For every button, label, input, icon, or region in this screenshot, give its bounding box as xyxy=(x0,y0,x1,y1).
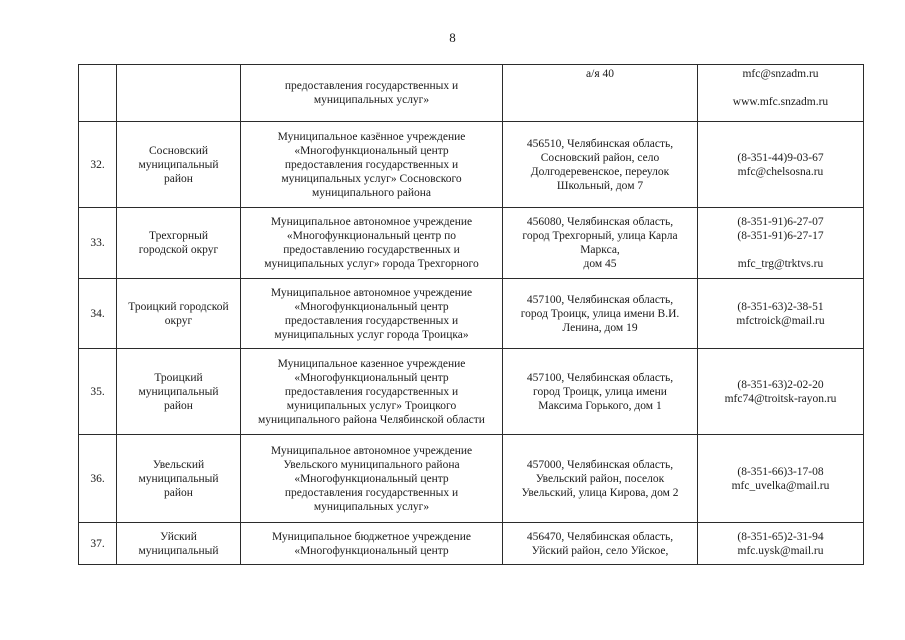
mfc-table xyxy=(78,64,864,565)
institution-line: предоставления государственных и xyxy=(284,80,459,92)
cell-num xyxy=(79,122,117,208)
area-line: Уйский xyxy=(160,530,197,543)
cell-contacts xyxy=(698,523,864,565)
institution-text xyxy=(245,130,498,200)
cell-institution xyxy=(241,279,503,349)
cell-contacts xyxy=(698,122,864,208)
contacts-text xyxy=(702,378,859,406)
area-text xyxy=(121,229,236,257)
institution-line: муниципального района Челябинской области xyxy=(258,413,485,426)
table-row xyxy=(79,208,864,279)
cell-address xyxy=(503,65,698,122)
cell-num xyxy=(79,65,117,122)
institution-line: муниципальных услуг» города Трехгорного xyxy=(264,258,479,270)
institution-line: предоставления государственных и xyxy=(284,486,459,499)
cell-contacts xyxy=(698,349,864,435)
area-text xyxy=(121,300,236,328)
contacts-text xyxy=(702,67,859,109)
row-number: 37. xyxy=(90,537,105,550)
contacts-line: (8-351-65)2-31-94 xyxy=(737,530,824,543)
area-line: муниципальный xyxy=(138,385,219,398)
contacts-text xyxy=(702,151,859,179)
cell-institution xyxy=(241,208,503,279)
address-line: 457100, Челябинская область, xyxy=(526,293,674,306)
cell-address xyxy=(503,208,698,279)
cell-area xyxy=(117,435,241,523)
cell-area xyxy=(117,208,241,279)
address-line: город Троицк, улица имени В.И. xyxy=(520,307,680,320)
row-number: 35. xyxy=(90,385,105,398)
institution-line: Муниципальное казённое учреждение xyxy=(277,130,466,143)
cell-address xyxy=(503,349,698,435)
address-text xyxy=(507,371,693,413)
table-row xyxy=(79,122,864,208)
contacts-line: mfc_trg@trktvs.ru xyxy=(737,258,824,270)
address-text xyxy=(507,530,693,558)
address-line: город Трехгорный, улица Карла xyxy=(522,230,678,242)
cell-area xyxy=(117,65,241,122)
institution-text xyxy=(245,79,498,107)
row-number: 36. xyxy=(90,472,105,485)
area-line: район xyxy=(164,399,193,412)
institution-line: «Многофункциональный центр xyxy=(294,144,449,157)
institution-line: Увельского муниципального района xyxy=(283,458,460,471)
institution-text xyxy=(245,530,498,558)
institution-line: «Многофункциональный центр xyxy=(294,371,449,384)
address-line: 456510, Челябинская область, xyxy=(526,137,674,150)
row-number: 34. xyxy=(90,307,105,320)
contacts-line: mfc.uysk@mail.ru xyxy=(737,544,824,557)
area-line: муниципальный xyxy=(138,472,219,485)
cell-area xyxy=(117,122,241,208)
institution-line: предоставления государственных и xyxy=(284,314,459,327)
institution-line: Муниципальное автономное учреждение xyxy=(270,286,473,299)
contacts-text xyxy=(702,465,859,493)
cell-num xyxy=(79,279,117,349)
institution-text xyxy=(245,215,498,271)
cell-institution xyxy=(241,523,503,565)
institution-line: «Многофункциональный центр по xyxy=(286,230,457,242)
contacts-line: mfc74@troitsk-rayon.ru xyxy=(724,392,837,405)
cell-contacts xyxy=(698,65,864,122)
address-line: 456470, Челябинская область, xyxy=(526,530,674,543)
area-line: городской округ xyxy=(138,244,219,256)
cell-institution xyxy=(241,435,503,523)
area-line: Троицкий xyxy=(154,371,203,384)
table-row xyxy=(79,279,864,349)
contacts-text xyxy=(702,530,859,558)
cell-num xyxy=(79,435,117,523)
area-line: район xyxy=(164,172,193,185)
institution-text xyxy=(245,357,498,427)
page-number: 8 xyxy=(449,30,456,45)
cell-area xyxy=(117,523,241,565)
cell-contacts xyxy=(698,435,864,523)
address-line: Маркса, xyxy=(580,244,620,256)
contacts-line: (8-351-44)9-03-67 xyxy=(737,151,824,164)
cell-address xyxy=(503,435,698,523)
address-line: 456080, Челябинская область, xyxy=(526,216,674,228)
address-line: Максима Горького, дом 1 xyxy=(538,399,662,412)
address-line: Школьный, дом 7 xyxy=(556,179,644,192)
cell-address xyxy=(503,523,698,565)
address-text xyxy=(507,137,693,193)
address-line: Увельский район, поселок xyxy=(535,472,665,485)
contacts-line: (8-351-63)2-02-20 xyxy=(737,378,824,391)
area-line: Троицкий городской xyxy=(128,300,229,313)
address-line: Сосновский район, село xyxy=(540,151,660,164)
institution-line: Муниципальное казенное учреждение xyxy=(277,357,466,370)
cell-contacts xyxy=(698,208,864,279)
area-text xyxy=(121,458,236,500)
address-line: Увельский, улица Кирова, дом 2 xyxy=(521,486,679,499)
cell-area xyxy=(117,349,241,435)
institution-line: предоставления государственных и xyxy=(284,158,459,171)
institution-line: Муниципальное автономное учреждение xyxy=(270,444,473,457)
contacts-line: mfc@snzadm.ru xyxy=(742,68,819,80)
address-line: город Троицк, улица имени xyxy=(533,385,667,398)
table-row xyxy=(79,435,864,523)
cell-num xyxy=(79,208,117,279)
cell-address xyxy=(503,279,698,349)
institution-line: Муниципальное бюджетное учреждение xyxy=(271,530,472,543)
area-text xyxy=(121,371,236,413)
institution-line: «Многофункциональный центр xyxy=(294,300,449,313)
address-line: Уйский район, село Уйское, xyxy=(531,544,669,557)
cell-institution xyxy=(241,122,503,208)
institution-line: муниципального района xyxy=(312,186,431,199)
address-line: 457000, Челябинская область, xyxy=(526,458,674,471)
contacts-line: www.mfc.snzadm.ru xyxy=(732,96,829,108)
institution-line: муниципальных услуг города Троицка» xyxy=(274,328,469,341)
table-row xyxy=(79,65,864,122)
row-number: 33. xyxy=(90,237,105,249)
institution-line: муниципальных услуг» Сосновского xyxy=(281,172,462,185)
institution-line: предоставления государственных и xyxy=(284,385,459,398)
contacts-line: (8-351-66)3-17-08 xyxy=(737,465,824,478)
table-row xyxy=(79,523,864,565)
cell-institution xyxy=(241,349,503,435)
cell-area xyxy=(117,279,241,349)
institution-line: муниципальных услуг» Троицкого xyxy=(286,399,457,412)
institution-text xyxy=(245,286,498,342)
area-line: муниципальный xyxy=(138,544,219,557)
contacts-text xyxy=(702,215,859,271)
address-line: Долгодеревенское, переулок xyxy=(530,165,670,178)
area-line: округ xyxy=(164,314,193,327)
area-text xyxy=(121,530,236,558)
contacts-line: mfc@chelsosna.ru xyxy=(737,165,824,178)
area-line: Сосновский xyxy=(148,144,209,157)
institution-line: муниципальных услуг» xyxy=(313,500,430,513)
address-line: 457100, Челябинская область, xyxy=(526,371,674,384)
address-text xyxy=(507,67,693,81)
cell-num xyxy=(79,523,117,565)
institution-line: «Многофункциональный центр xyxy=(294,544,449,557)
cell-contacts xyxy=(698,279,864,349)
address-text xyxy=(507,458,693,500)
institution-line: Муниципальное автономное учреждение xyxy=(270,216,473,228)
address-text xyxy=(507,215,693,271)
cell-num xyxy=(79,349,117,435)
area-line: муниципальный xyxy=(138,158,219,171)
institution-line: предоставлению государственных и xyxy=(283,244,460,256)
contacts-line: (8-351-91)6-27-07 xyxy=(737,216,824,228)
row-number: 32. xyxy=(90,158,105,171)
institution-line: муниципальных услуг» xyxy=(313,94,430,106)
address-text xyxy=(507,293,693,335)
area-line: Трехгорный xyxy=(148,230,208,242)
institution-line: «Многофункциональный центр xyxy=(294,472,449,485)
cell-address xyxy=(503,122,698,208)
area-line: Увельский xyxy=(152,458,205,471)
table-row xyxy=(79,349,864,435)
area-line: район xyxy=(164,486,193,499)
contacts-line: mfctroick@mail.ru xyxy=(736,314,825,327)
contacts-text xyxy=(702,300,859,328)
institution-text xyxy=(245,444,498,514)
cell-institution xyxy=(241,65,503,122)
address-line: а/я 40 xyxy=(586,68,614,80)
contacts-line: mfc_uvelka@mail.ru xyxy=(731,479,830,492)
address-line: дом 45 xyxy=(583,258,617,270)
area-text xyxy=(121,144,236,186)
contacts-line: (8-351-91)6-27-17 xyxy=(737,230,824,242)
contacts-line: (8-351-63)2-38-51 xyxy=(737,300,824,313)
address-line: Ленина, дом 19 xyxy=(562,321,638,334)
